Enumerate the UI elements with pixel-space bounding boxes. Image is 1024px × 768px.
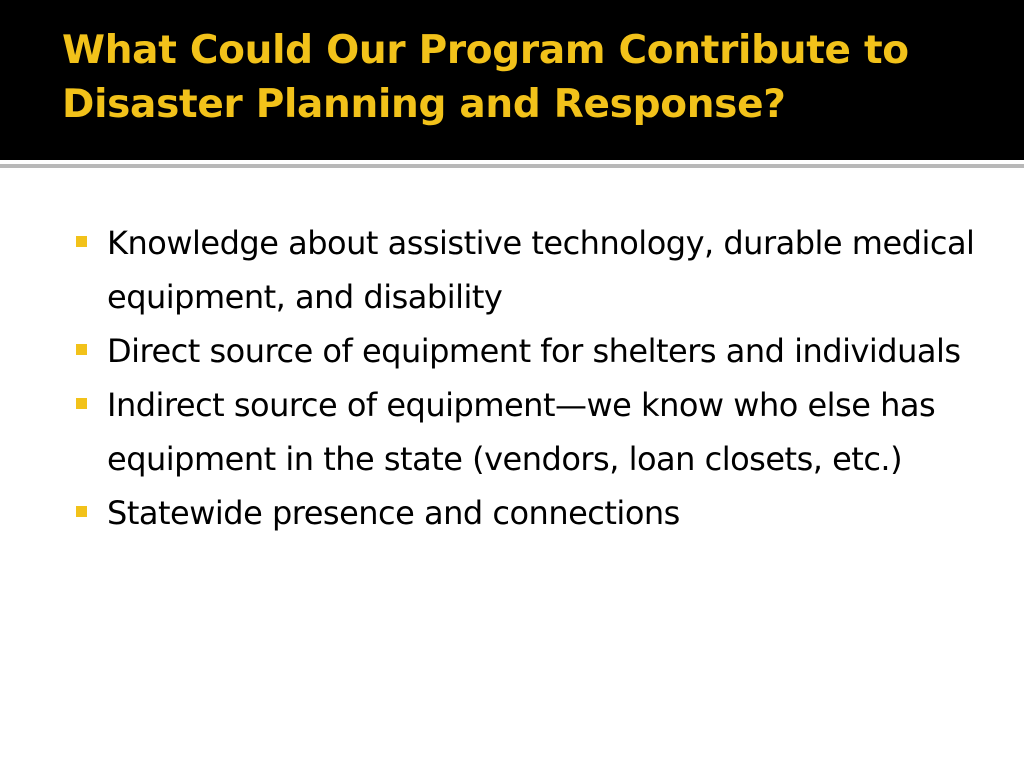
bullet-text: Direct source of equipment for shelters and individuals (107, 332, 961, 370)
bullet-item (76, 216, 996, 324)
title-bar (0, 0, 1024, 160)
title-divider (0, 164, 1024, 168)
bullet-item (76, 486, 996, 540)
slide-title: What Could Our Program Contribute to Disaster Planning and Response? (62, 28, 909, 127)
bullet-text: Knowledge about assistive technology, durable medical equipment, and disability (107, 224, 975, 316)
bullet-text: Statewide presence and connections (107, 494, 680, 532)
square-bullet-icon (76, 506, 87, 517)
bullet-list (76, 216, 996, 540)
bullet-text: Indirect source of equipment—we know who else has equipment in the state (vendors, loan closets, etc.) (107, 386, 936, 478)
bullet-item (76, 324, 996, 378)
square-bullet-icon (76, 344, 87, 355)
bullet-item (76, 378, 996, 486)
square-bullet-icon (76, 398, 87, 409)
square-bullet-icon (76, 236, 87, 247)
